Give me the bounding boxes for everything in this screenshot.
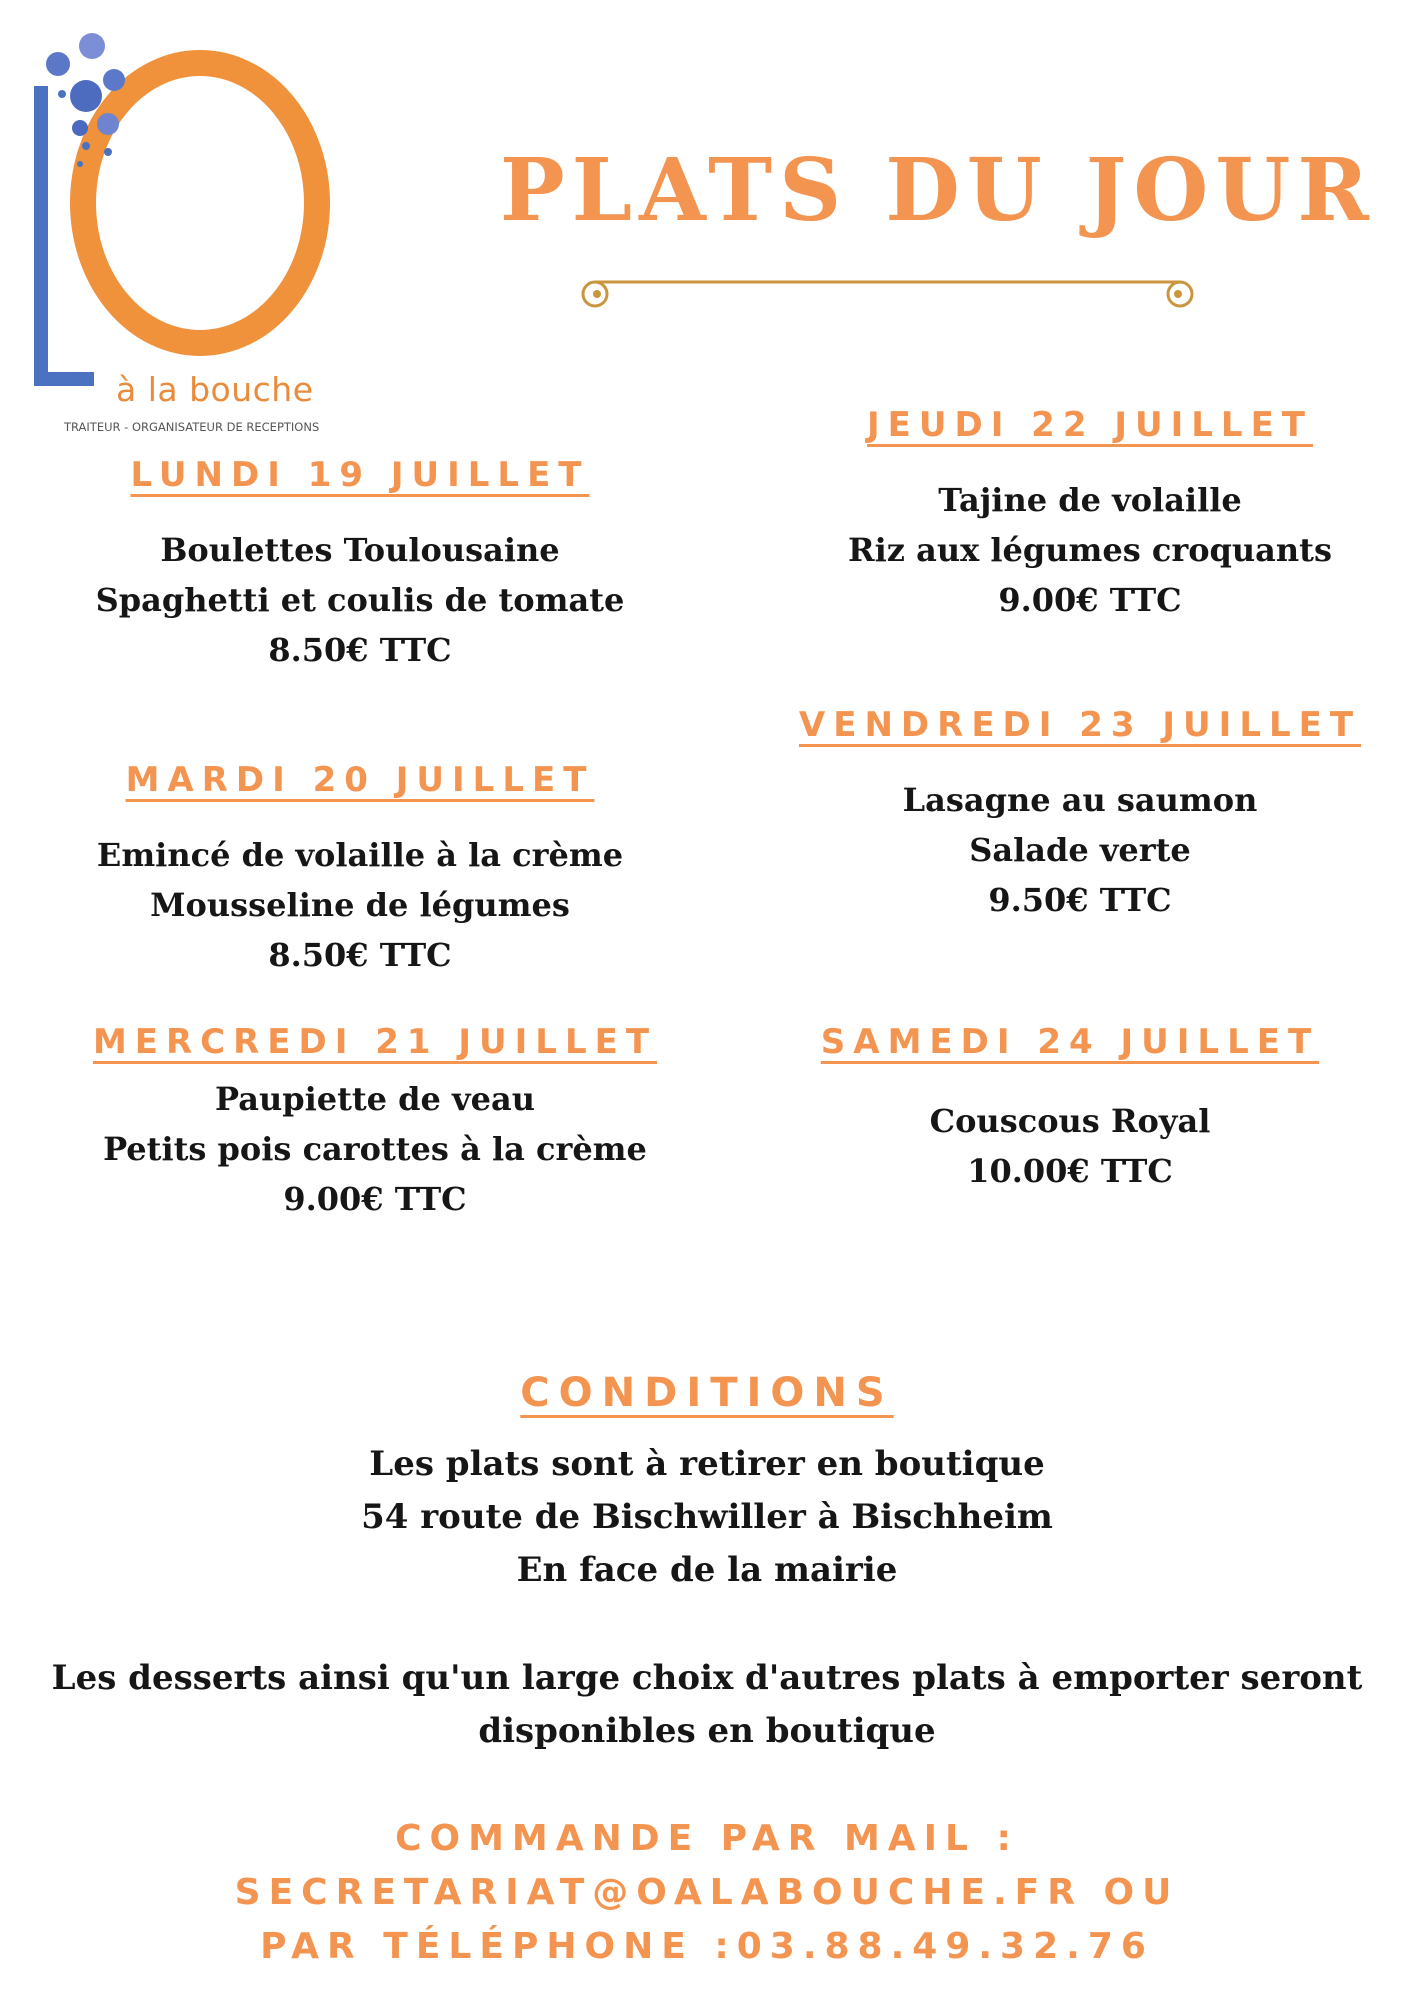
dish: Petits pois carottes à la crème — [103, 1130, 647, 1168]
page-title: PLATS DU JOUR — [500, 140, 1376, 241]
day-card-thursday — [800, 405, 1380, 625]
dish: Emincé de volaille à la crème — [96, 836, 624, 874]
dish: Riz aux légumes croquants — [848, 531, 1332, 569]
desserts-line: disponibles en boutique — [478, 1711, 936, 1751]
price: 9.50€ TTC — [988, 881, 1172, 919]
title-ornament — [575, 270, 1200, 310]
price: 10.00€ TTC — [967, 1152, 1173, 1190]
conditions-line: Les plats sont à retirer en boutique — [369, 1444, 1045, 1484]
contact-section — [40, 1812, 1374, 1974]
day-heading: VENDREDI 23 JUILLET — [798, 705, 1362, 745]
logo-mark-icon — [28, 28, 348, 408]
contact-email[interactable]: SECRETARIAT@OALABOUCHE.FR OU — [234, 1872, 1180, 1913]
day-heading: MERCREDI 21 JUILLET — [92, 1022, 658, 1062]
day-card-tuesday — [80, 760, 640, 980]
price: 9.00€ TTC — [998, 581, 1182, 619]
conditions-section — [40, 1370, 1374, 1758]
desserts-line: Les desserts ainsi qu'un large choix d'autres plats à emporter seront — [51, 1658, 1363, 1698]
logo-tagline: TRAITEUR - ORGANISATEUR DE RECEPTIONS — [64, 420, 320, 434]
dish: Paupiette de veau — [215, 1080, 535, 1118]
dish: Mousseline de légumes — [150, 886, 570, 924]
day-card-wednesday — [80, 1022, 670, 1224]
dish: Boulettes Toulousaine — [160, 531, 560, 569]
scroll-divider-icon — [575, 270, 1200, 310]
dish: Spaghetti et coulis de tomate — [95, 581, 625, 619]
day-heading: LUNDI 19 JUILLET — [130, 455, 590, 495]
price: 9.00€ TTC — [283, 1180, 467, 1218]
day-heading: SAMEDI 24 JUILLET — [820, 1022, 1320, 1062]
day-card-friday — [780, 705, 1380, 925]
price: 8.50€ TTC — [268, 631, 452, 669]
conditions-heading: CONDITIONS — [520, 1370, 894, 1416]
day-heading: MARDI 20 JUILLET — [125, 760, 595, 800]
day-card-monday — [80, 455, 640, 675]
contact-phone[interactable]: PAR TÉLÉPHONE :03.88.49.32.76 — [260, 1926, 1154, 1967]
dish: Couscous Royal — [929, 1102, 1211, 1140]
conditions-line: 54 route de Bischwiller à Bischheim — [361, 1497, 1053, 1537]
logo — [28, 28, 348, 434]
dish: Tajine de volaille — [938, 481, 1242, 519]
contact-line: COMMANDE PAR MAIL : — [395, 1818, 1019, 1859]
day-card-saturday — [790, 1022, 1350, 1196]
dish: Lasagne au saumon — [902, 781, 1258, 819]
dish: Salade verte — [969, 831, 1191, 869]
logo-name: à la bouche — [116, 370, 314, 409]
day-heading: JEUDI 22 JUILLET — [866, 405, 1313, 445]
conditions-line: En face de la mairie — [516, 1550, 898, 1590]
price: 8.50€ TTC — [268, 936, 452, 974]
